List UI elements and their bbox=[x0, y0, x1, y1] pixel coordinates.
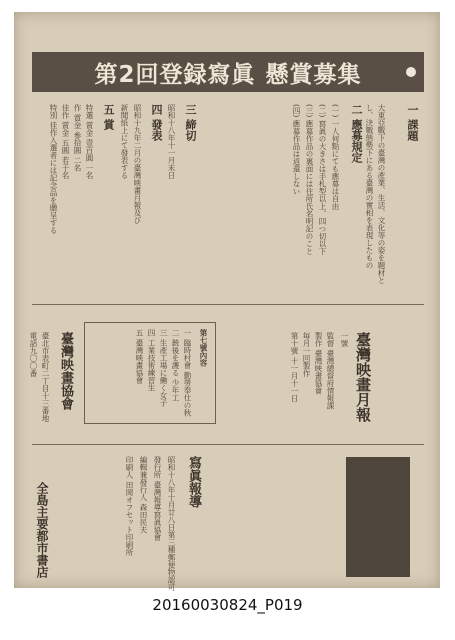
section-text-4b: 新聞紙上にて發表する bbox=[120, 104, 129, 179]
section-heading-5: 五 賞 bbox=[102, 104, 115, 130]
contents-line-5: 五 臺灣映畫協會 bbox=[135, 329, 144, 384]
assoc-name: 臺灣映畫協會 bbox=[58, 332, 73, 410]
document-page bbox=[14, 12, 440, 591]
contents-box bbox=[84, 322, 216, 424]
contents-line-2: 二 銃後を護る 少年工 bbox=[171, 329, 180, 402]
contents-line-4: 四 工業技術練習生 bbox=[147, 329, 156, 392]
divider-lower bbox=[32, 444, 424, 445]
section-heading-1: 一 課題 bbox=[406, 104, 419, 141]
prize-line-3: 佳作 賞金 五圓 若干名 bbox=[61, 104, 70, 179]
image-caption: 20160030824_P019 bbox=[152, 596, 303, 614]
lower-line-1: 昭和十八年十月廿八日第三種郵便物認可 bbox=[167, 456, 176, 591]
lower-line-3: 編輯兼發行人 森田民夫 bbox=[139, 456, 148, 534]
prize-line-4: 特別 佳作入選者には記念品を贈呈する bbox=[49, 104, 58, 234]
banner-title: 第2回登録寫眞 bbox=[94, 61, 256, 88]
ad-title: 臺灣映畫月報 bbox=[354, 332, 372, 422]
bullet-dot-icon bbox=[406, 67, 416, 77]
section-text-1b: し、決戰態勢下にある臺灣の實相を表現したもの bbox=[365, 104, 374, 269]
section-text-4a: 昭和十九年二月の臺灣映畫月報及び bbox=[133, 104, 142, 224]
banner bbox=[32, 52, 424, 92]
ad-line-4: 第十號 十一月十一日 bbox=[290, 332, 299, 402]
section-heading-3: 三 締切 bbox=[184, 104, 197, 141]
divider bbox=[32, 304, 424, 305]
section-text-3a: 昭和十八年十一月末日 bbox=[167, 104, 176, 179]
contents-title: 第七號內容 bbox=[199, 329, 208, 367]
section-text-2d: (四) 應募作品は返還しない bbox=[292, 104, 301, 195]
ad-issue: 一號 bbox=[340, 332, 349, 347]
section-text-1a: 大東亞戰下の臺灣の產業、生活、文化等の姿を題材と bbox=[377, 104, 386, 284]
prize-line-1: 特選 賞金 壹百圓 一名 bbox=[85, 104, 94, 179]
ad-line-2: 製作 臺灣映畫協會 bbox=[314, 332, 323, 395]
lower-line-4: 印刷人 田岡オフセット印刷所 bbox=[125, 456, 134, 556]
section-heading-2: 二 應募規定 bbox=[350, 104, 363, 163]
section-heading-4: 四 發表 bbox=[150, 104, 163, 141]
section-text-2c: (三) 應募作品の裏面には住所氏名明記のこと bbox=[305, 104, 314, 255]
ad-line-1: 監督 臺灣總督府情報課 bbox=[326, 332, 335, 410]
banner-subtitle: 懸賞募集 bbox=[265, 61, 362, 88]
section-text-2a: (一) 一人何點にても應募は自由 bbox=[331, 104, 340, 210]
lower-title: 寫眞報導 bbox=[186, 456, 201, 508]
bookstore-note: 全島主要都市書店 bbox=[35, 482, 49, 578]
assoc-address: 臺北市表町二丁目十三番地 bbox=[41, 332, 50, 422]
section-text-2b: (二) 寫眞の大きさは手札型以上、四つ切以下 bbox=[318, 104, 327, 255]
assoc-tel: 電話九〇〇番 bbox=[29, 332, 38, 377]
lower-line-2: 發行所 臺灣報導寫眞協會 bbox=[153, 456, 162, 541]
ad-line-3: 毎月一回製作 bbox=[302, 332, 311, 377]
contents-line-1: 一 臨時村會 勤勞奉仕の秋 bbox=[183, 329, 192, 417]
prize-line-2: 作 賞金 參拾圓 二名 bbox=[73, 104, 82, 172]
photo-panel bbox=[346, 457, 410, 577]
contents-line-3: 三 生產工場に働く女子 bbox=[159, 329, 168, 407]
